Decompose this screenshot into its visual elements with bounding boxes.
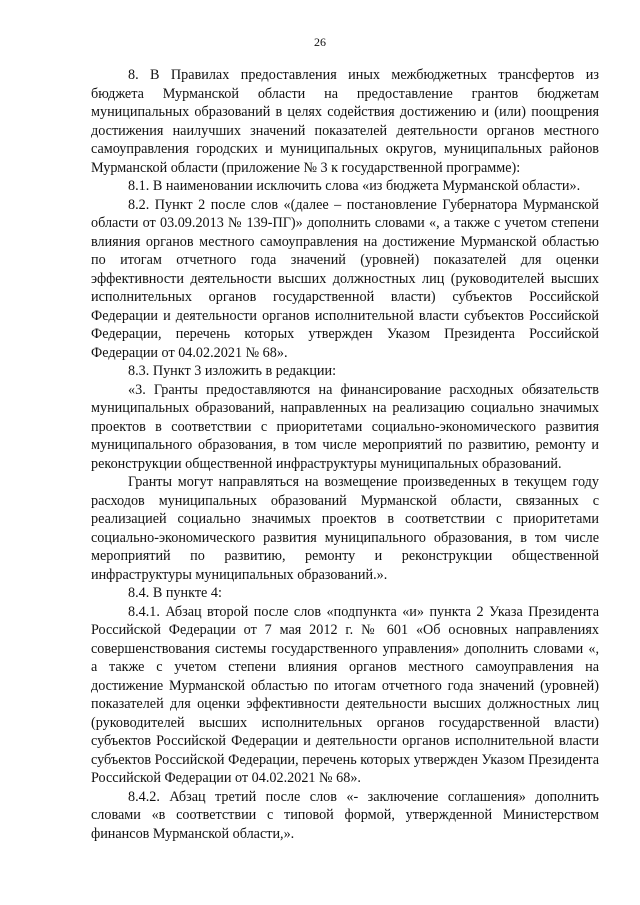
- paragraph-8-4: 8.4. В пункте 4:: [128, 585, 222, 601]
- document-body: [91, 66, 599, 843]
- paragraph-8-3-clause-3: «3. Гранты предоставляются на финансирование расходных обязательств муниципальных образований, направленных на реализацию социально значимых проектов в соответствии с приоритетами социально-экономического развития муниципального образования, в том числе мероприятий по развитию, ремонту и реконструкции общественной инфраструктуры муниципальных образований.: [91, 381, 599, 472]
- paragraph-8: 8. В Правилах предоставления иных межбюджетных трансфертов из бюджета Мурманской области на предоставление грантов бюджетам муниципальных образований в целях содействия достижению и (или) поощрения достижения наилучших значений показателей деятельности органов местного самоуправления городских и муниципальных округов, муниципальных районов Мурманской области (приложение № 3 к государственной программе):: [91, 67, 599, 176]
- paragraph-8-4-2: 8.4.2. Абзац третий после слов «- заключение соглашения» дополнить словами «в соответствии с типовой формой, утвержденной Министерством финансов Мурманской области,».: [91, 788, 599, 842]
- paragraph-8-4-1: 8.4.1. Абзац второй после слов «подпункта «и» пункта 2 Указа Президента Российской Федерации от 7 мая 2012 г. № 601 «Об основных направлениях совершенствования системы государственного управления» дополнить словами «, а также с учетом степени влияния органов местного самоуправления на достижение Мурманской областью по итогам отчетного года значений (уровней) показателей для оценки эффективности деятельности высших должностных лиц (руководителей высших исполнительных органов государственной власти) субъектов Российской Федерации и деятельности органов исполнительной власти субъектов Российской Федерации, перечень которых утвержден Указом Президента Российской Федерации от 04.02.2021 № 68».: [91, 603, 599, 786]
- paragraph-8-3-grants: Гранты могут направляться на возмещение произведенных в текущем году расходов муниципальных образований Мурманской области, связанных с реализацией социально значимых проектов в соответствии с приоритетами социально-экономического развития муниципального образования, в том числе мероприятий по развитию, ремонту и реконструкции общественной инфраструктуры муниципальных образований.».: [91, 474, 599, 583]
- page-number: 26: [314, 35, 326, 49]
- paragraph-8-3: 8.3. Пункт 3 изложить в редакции:: [128, 363, 337, 379]
- paragraph-8-1: 8.1. В наименовании исключить слова «из бюджета Мурманской области».: [128, 178, 581, 194]
- paragraph-8-2: 8.2. Пункт 2 после слов «(далее – постановление Губернатора Мурманской области от 03.09.2013 № 139-ПГ)» дополнить словами «, а также с учетом степени влияния органов местного самоуправления на достижение Мурманской областью по итогам отчетного года значений (уровней) показателей для оценки эффективности деятельности высших должностных лиц (руководителей высших исполнительных органов государственной власти) субъектов Российской Федерации и деятельности органов исполнительной власти субъектов Российской Федерации, перечень которых утвержден Указом Президента Российской Федерации от 04.02.2021 № 68».: [91, 196, 599, 361]
